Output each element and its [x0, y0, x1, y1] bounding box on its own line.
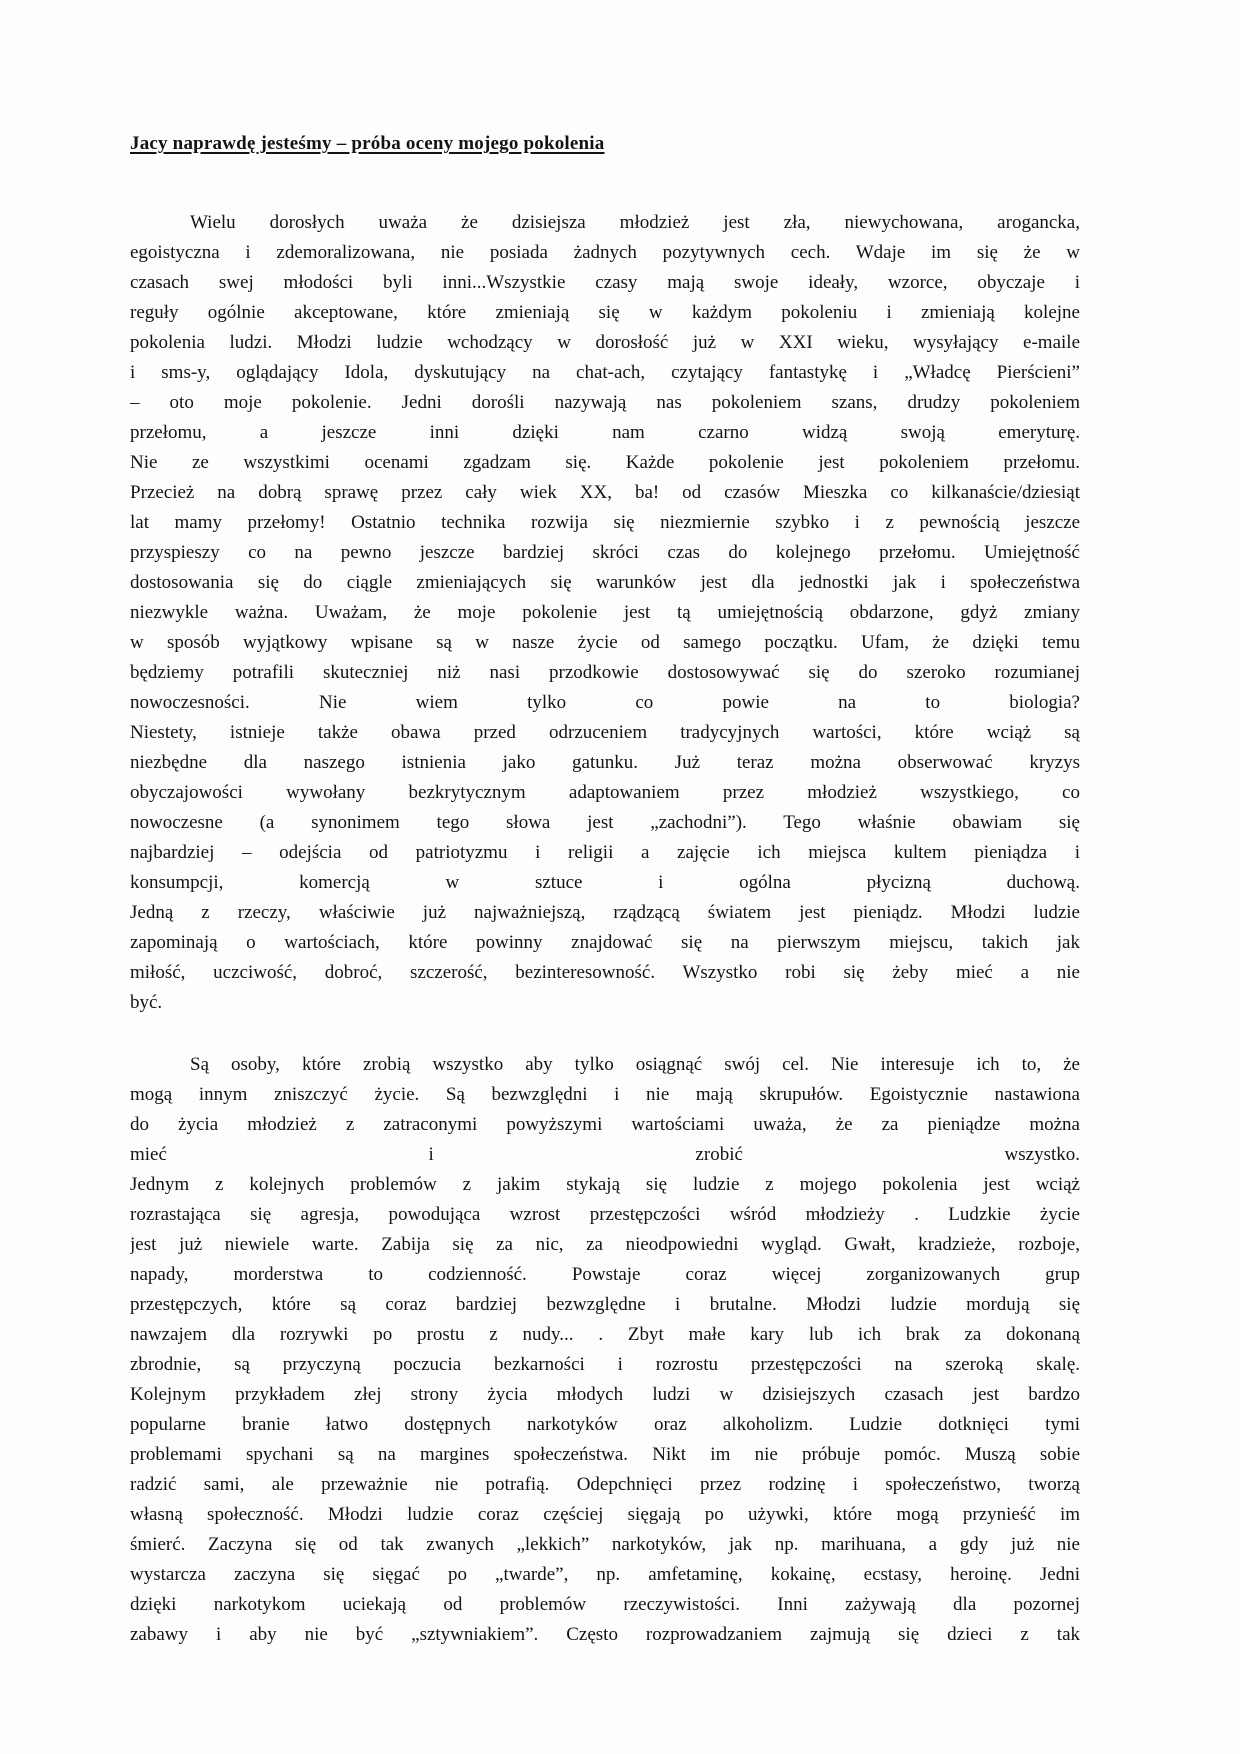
text-line: nowoczesności. Nie wiem tylko co powie na to biologia?	[130, 692, 1080, 713]
text-line: mieć i zrobić wszystko.	[130, 1144, 1080, 1165]
text-line: rozrastająca się agresja, powodująca wzrost przestępczości wśród młodzieży . Ludzkie życie	[130, 1204, 1080, 1225]
essay-title: Jacy naprawdę jesteśmy – próba oceny mojego pokolenia	[130, 133, 605, 154]
essay-paragraph	[130, 1050, 1080, 1650]
essay-body	[130, 208, 1080, 1650]
text-line: napady, morderstwa to codzienność. Powstaje coraz więcej zorganizowanych grup	[130, 1264, 1080, 1285]
text-line: dostosowania się do ciągle zmieniających się warunków jest dla jednostki jak i społeczeństwa	[130, 572, 1080, 593]
text-line: problemami spychani są na margines społeczeństwa. Nikt im nie próbuje pomóc. Muszą sobie	[130, 1444, 1080, 1465]
text-line: Wielu dorosłych uważa że dzisiejsza młodzież jest zła, niewychowana, arogancka,	[190, 212, 1080, 233]
text-line: dzięki narkotykom uciekają od problemów rzeczywistości. Inni zażywają dla pozornej	[130, 1594, 1080, 1615]
text-line: mogą innym zniszczyć życie. Są bezwzględni i nie mają skrupułów. Egoistycznie nastawiona	[130, 1084, 1080, 1105]
text-line: lat mamy przełomy! Ostatnio technika rozwija się niezmiernie szybko i z pewnością jeszcze	[130, 512, 1080, 533]
text-line: jest już niewiele warte. Zabija się za nic, za nieodpowiedni wygląd. Gwałt, kradzieże, rozboje,	[130, 1234, 1080, 1255]
text-line: popularne branie łatwo dostępnych narkotyków oraz alkoholizm. Ludzie dotknięci tymi	[130, 1414, 1080, 1435]
text-line: radzić sami, ale przeważnie nie potrafią. Odepchnięci przez rodzinę i społeczeństwo, tworzą	[130, 1474, 1080, 1495]
text-line: obyczajowości wywołany bezkrytycznym adaptowaniem przez młodzież wszystkiego, co	[130, 782, 1080, 803]
text-line: wystarcza zaczyna się sięgać po „twarde”, np. amfetaminę, kokainę, ecstasy, heroinę. Jedni	[130, 1564, 1080, 1585]
text-line: czasach swej młodości byli inni...Wszystkie czasy mają swoje ideały, wzorce, obyczaje i	[130, 272, 1080, 293]
text-line: w sposób wyjątkowy wpisane są w nasze życie od samego początku. Ufam, że dzięki temu	[130, 632, 1080, 653]
text-line: przełomu, a jeszcze inni dzięki nam czarno widzą swoją emeryturę.	[130, 422, 1080, 443]
essay-content	[130, 132, 1080, 1650]
text-line: niezbędne dla naszego istnienia jako gatunku. Już teraz można obserwować kryzys	[130, 752, 1080, 773]
essay-paragraph	[130, 208, 1080, 1018]
text-line: przyspieszy co na pewno jeszcze bardziej skróci czas do kolejnego przełomu. Umiejętność	[130, 542, 1080, 563]
text-line: zapominają o wartościach, które powinny znajdować się na pierwszym miejscu, takich jak	[130, 932, 1080, 953]
text-line: być.	[130, 992, 163, 1013]
text-line: nawzajem dla rozrywki po prostu z nudy... . Zbyt małe kary lub ich brak za dokonaną	[130, 1324, 1080, 1345]
text-line: zbrodnie, są przyczyną poczucia bezkarności i rozrostu przestępczości na szeroką skalę.	[130, 1354, 1080, 1375]
text-line: reguły ogólnie akceptowane, które zmieniają się w każdym pokoleniu i zmieniają kolejne	[130, 302, 1080, 323]
text-line: Jedną z rzeczy, właściwie już najważniejszą, rządzącą światem jest pieniądz. Młodzi ludzie	[130, 902, 1080, 923]
text-line: nowoczesne (a synonimem tego słowa jest „zachodni”). Tego właśnie obawiam się	[130, 812, 1080, 833]
text-line: Niestety, istnieje także obawa przed odrzuceniem tradycyjnych wartości, które wciąż są	[130, 722, 1080, 743]
text-line: egoistyczna i zdemoralizowana, nie posiada żadnych pozytywnych cech. Wdaje im się że w	[130, 242, 1080, 263]
text-line: Przecież na dobrą sprawę przez cały wiek XX, ba! od czasów Mieszka co kilkanaście/dziesiąt	[130, 482, 1080, 503]
text-line: Są osoby, które zrobią wszystko aby tylko osiągnąć swój cel. Nie interesuje ich to, że	[190, 1054, 1080, 1075]
text-line: przestępczych, które są coraz bardziej bezwzględne i brutalne. Młodzi ludzie mordują się	[130, 1294, 1080, 1315]
text-line: do życia młodzież z zatraconymi powyższymi wartościami uważa, że za pieniądze można	[130, 1114, 1080, 1135]
text-line: będziemy potrafili skuteczniej niż nasi przodkowie dostosowywać się do szeroko rozumianej	[130, 662, 1080, 683]
text-line: Nie ze wszystkimi ocenami zgadzam się. Każde pokolenie jest pokoleniem przełomu.	[130, 452, 1080, 473]
text-line: śmierć. Zaczyna się od tak zwanych „lekkich” narkotyków, jak np. marihuana, a gdy już nie	[130, 1534, 1080, 1555]
text-line: Jednym z kolejnych problemów z jakim stykają się ludzie z mojego pokolenia jest wciąż	[130, 1174, 1080, 1195]
text-line: najbardziej – odejścia od patriotyzmu i religii a zajęcie ich miejsca kultem pieniądza i	[130, 842, 1080, 863]
text-line: niezwykle ważna. Uważam, że moje pokolenie jest tą umiejętnością obdarzone, gdyż zmiany	[130, 602, 1080, 623]
text-line: własną społeczność. Młodzi ludzie coraz częściej sięgają po używki, które mogą przynieść im	[130, 1504, 1080, 1525]
text-line: konsumpcji, komercją w sztuce i ogólna płycizną duchową.	[130, 872, 1080, 893]
text-line: i sms-y, oglądający Idola, dyskutujący na chat-ach, czytający fantastykę i „Władcę Pierścieni”	[130, 362, 1080, 383]
text-line: Kolejnym przykładem złej strony życia młodych ludzi w dzisiejszych czasach jest bardzo	[130, 1384, 1080, 1405]
text-line: miłość, uczciwość, dobroć, szczerość, bezinteresowność. Wszystko robi się żeby mieć a nie	[130, 962, 1080, 983]
text-line: zabawy i aby nie być „sztywniakiem”. Często rozprowadzaniem zajmują się dzieci z tak	[130, 1624, 1080, 1645]
text-line: pokolenia ludzi. Młodzi ludzie wchodzący w dorosłość już w XXI wieku, wysyłający e-maile	[130, 332, 1080, 353]
text-line: – oto moje pokolenie. Jedni dorośli nazywają nas pokoleniem szans, drudzy pokoleniem	[130, 392, 1080, 413]
